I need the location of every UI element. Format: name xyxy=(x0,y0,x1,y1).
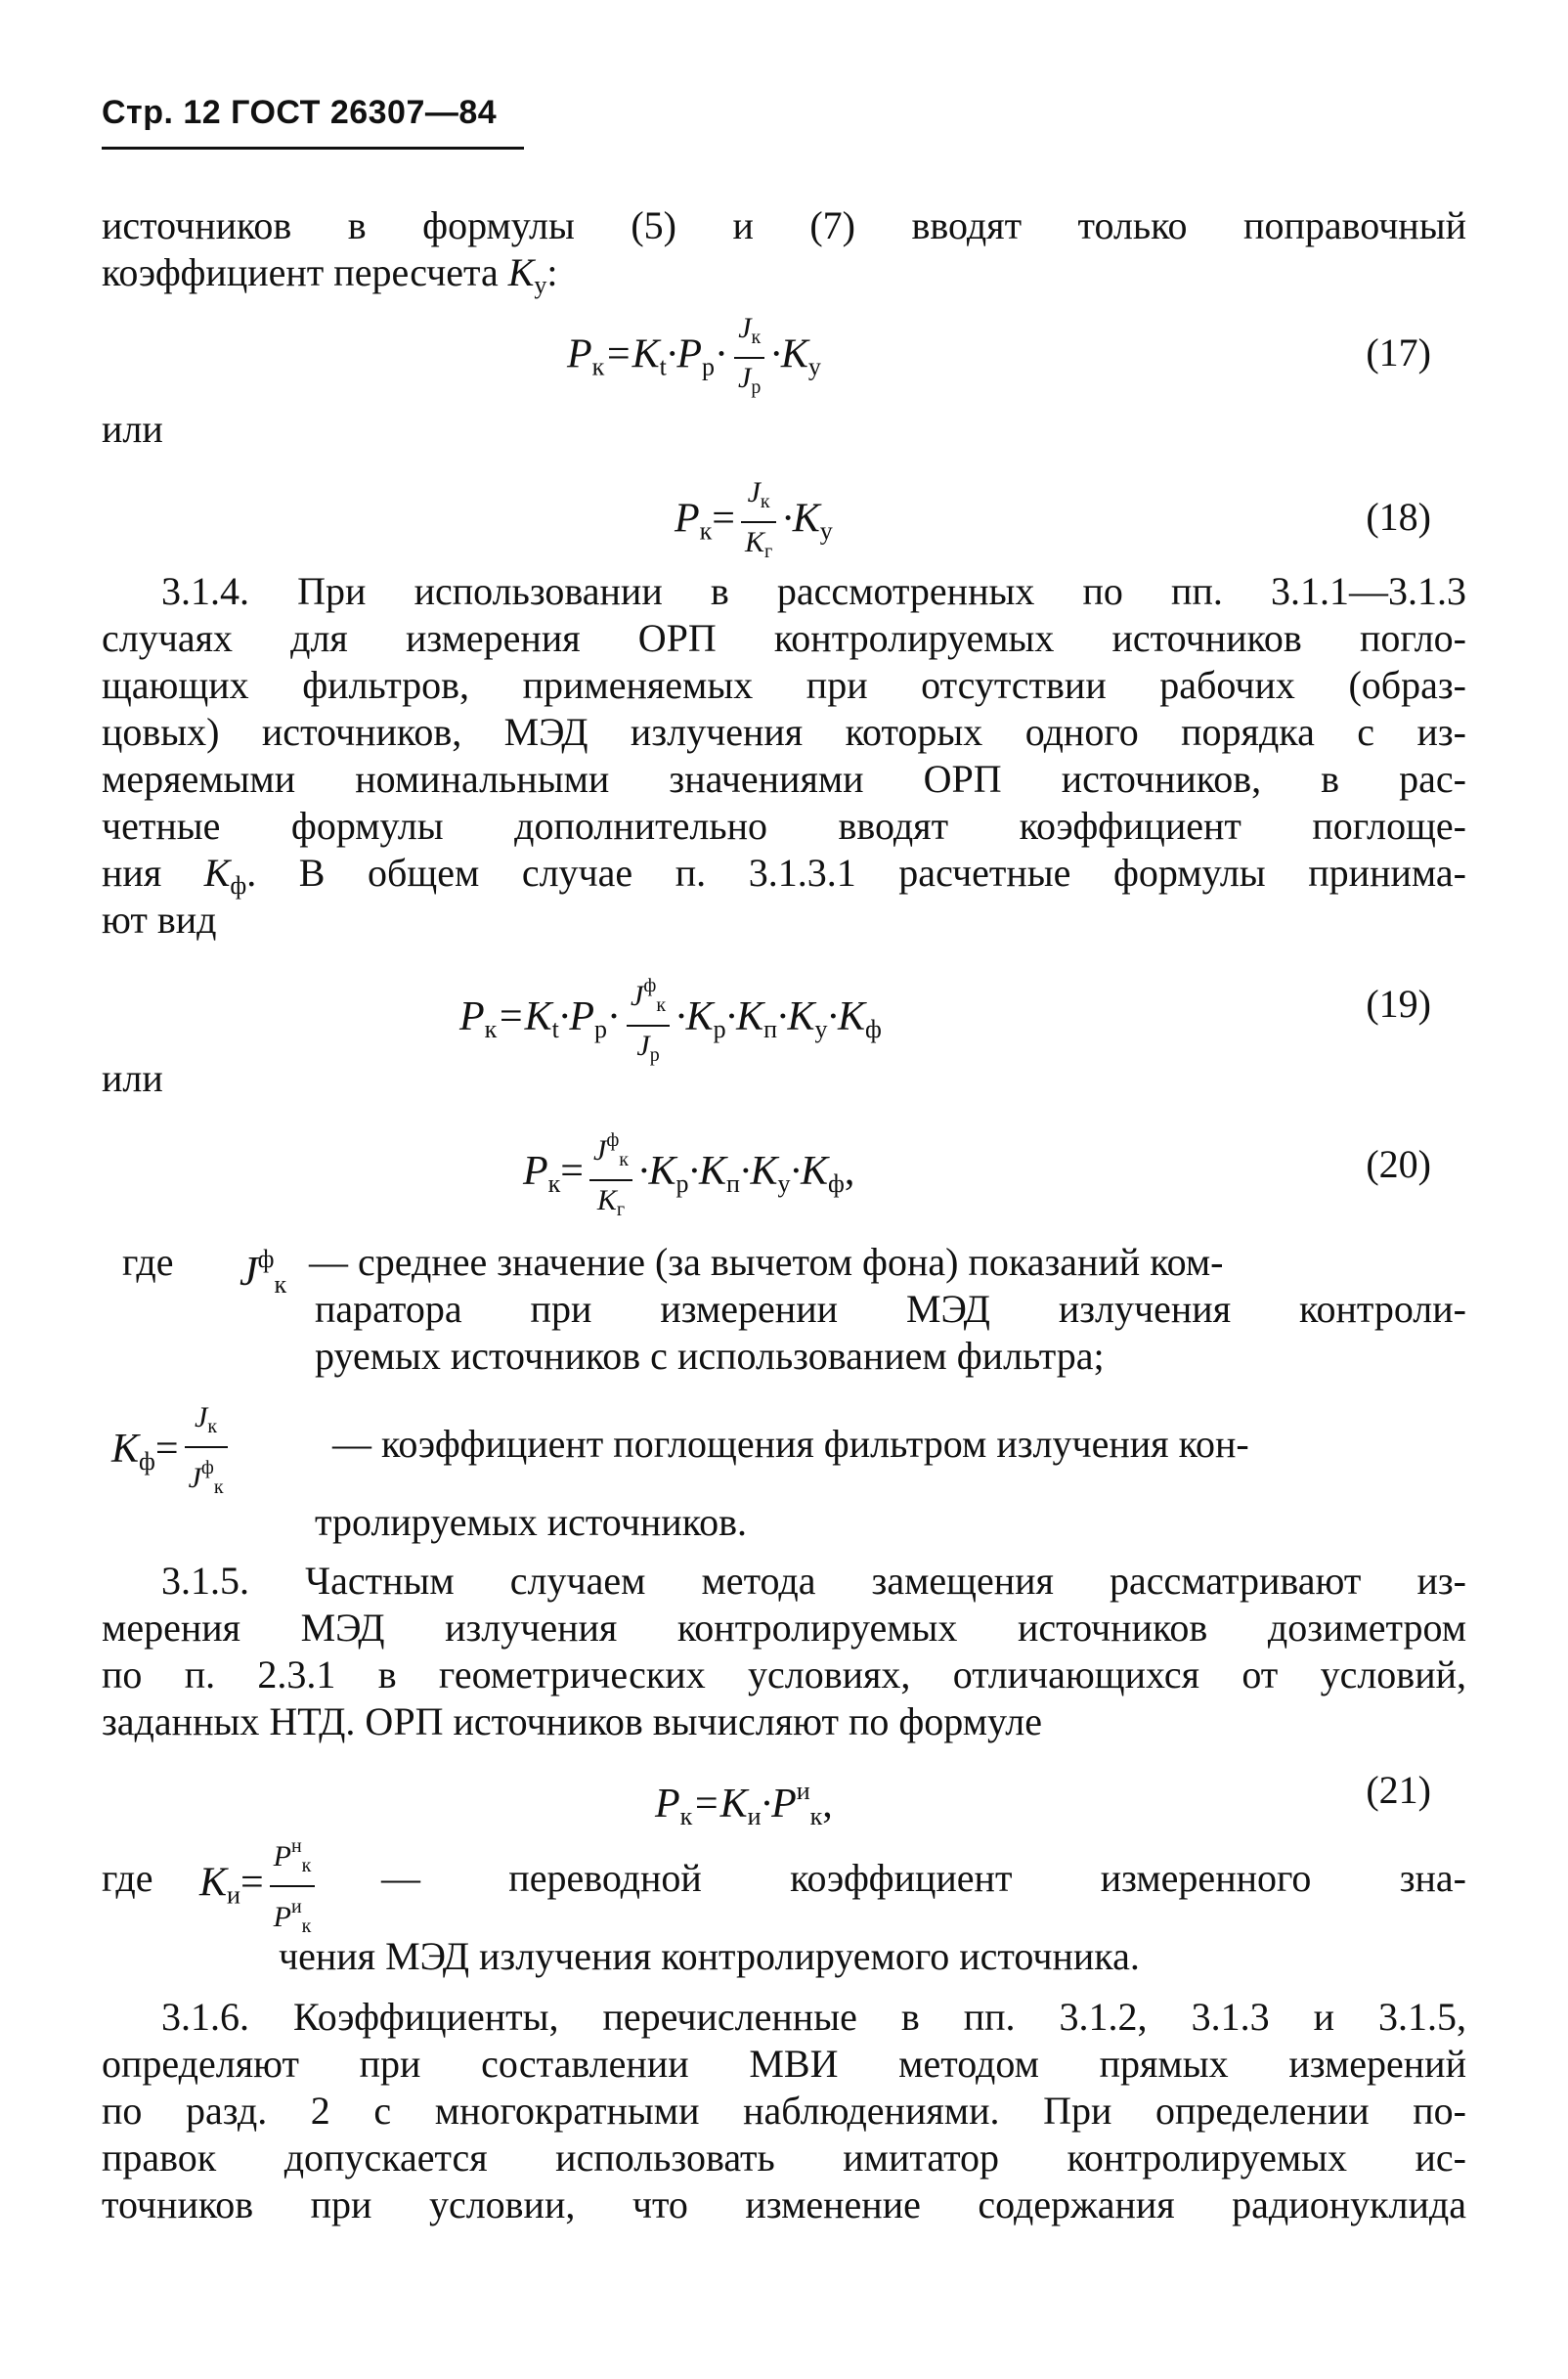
text-line: мерения МЭД излучения контролируемых источников дозиметром xyxy=(102,1606,1466,1650)
text-line: цовых) источников, МЭД излучения которых одного порядка с из- xyxy=(102,710,1466,754)
text-line: четные формулы дополнительно вводят коэффициент поглоще- xyxy=(102,804,1466,848)
text-line: 3.1.6. Коэффициенты, перечисленные в пп. 3.1.2, 3.1.3 и 3.1.5, xyxy=(161,1995,1466,2039)
fraction: $\frac{J_к}{J_р}$ xyxy=(734,311,764,405)
inline-symbol: $К_у$: xyxy=(507,250,558,299)
text-line: 3.1.5. Частным случаем метода замещения рассматривают из- xyxy=(161,1559,1466,1603)
fraction: $\frac{J_к}{J^ф_к}$ xyxy=(185,1400,228,1505)
text-line: правок допускается использовать имитатор контролируемых ис- xyxy=(102,2136,1466,2180)
text-line: ния $К_ф$. В общем случае п. 3.1.3.1 расчетные формулы принима- xyxy=(102,851,1466,900)
header-rule xyxy=(102,147,524,150)
page-header: Стр. 12 ГОСТ 26307—84 xyxy=(102,94,498,131)
text-line: — коэффициент поглощения фильтром излучения кон- xyxy=(332,1422,1249,1466)
fraction: $\frac{J^ф_к}{K_г}$ xyxy=(589,1123,632,1227)
where-formula: $K_ф=$ $\frac{J_к}{J^ф_к}$ xyxy=(111,1400,234,1505)
text-line: паратора при измерении МЭД излучения контроли- xyxy=(315,1287,1466,1331)
fraction: $\frac{J^ф_к}{J_р}$ xyxy=(627,968,670,1073)
where-label: где xyxy=(122,1240,174,1284)
text-line: заданных НТД. ОРП источников вычисляют по формуле xyxy=(102,1699,1042,1743)
text-line: руемых источников с использованием фильтра; xyxy=(315,1334,1105,1378)
text-line: коэффициент пересчета $К_у$: xyxy=(102,250,558,299)
equation-number: (19) xyxy=(1366,982,1431,1026)
formula-21: $P_к=K_и\cdot P^и_к$, xyxy=(655,1777,833,1830)
text-line: — среднее значение (за вычетом фона) показаний ком- xyxy=(309,1240,1224,1284)
text-line: щающих фильтров, применяемых при отсутствии рабочих (образ- xyxy=(102,663,1466,707)
equation-number: (21) xyxy=(1366,1768,1431,1812)
where-formula: $K_и=$ $\frac{P^н_к}{P^и_к}$ xyxy=(199,1828,321,1944)
text-line: — переводной коэффициент измеренного зна- xyxy=(381,1856,1466,1900)
text-line: определяют при составлении МВИ методом прямых измерений xyxy=(102,2042,1466,2086)
formula-20: $P_к=$ $\frac{J^ф_к}{K_г}$ $\cdot K_р\cdot K_п\cdot K_у\cdot K_ф$, xyxy=(523,1123,854,1227)
equation-number: (17) xyxy=(1366,330,1431,374)
text-line: тролируемых источников. xyxy=(315,1500,747,1544)
fraction: $\frac{P^н_к}{P^и_к}$ xyxy=(270,1828,316,1944)
formula-19: $P_к=K_t\cdot P_р\cdot$ $\frac{J^ф_к}{J_р}$ $\cdot K_р\cdot K_п\cdot K_у\cdot K_ф$ xyxy=(459,968,882,1073)
text-line: по разд. 2 с многократными наблюдениями. При определении по- xyxy=(102,2089,1466,2133)
fraction: $\frac{J_к}{K_г}$ xyxy=(741,475,776,569)
text-line: чения МЭД излучения контролируемого источника. xyxy=(279,1934,1140,1978)
text-line: 3.1.4. При использовании в рассмотренных по пп. 3.1.1—3.1.3 xyxy=(161,569,1466,613)
equation-number: (18) xyxy=(1366,495,1431,539)
text-line: ют вид xyxy=(102,898,217,942)
text-line: или xyxy=(102,407,163,451)
where-symbol: $J^ф_к$ xyxy=(240,1245,287,1299)
equation-number: (20) xyxy=(1366,1142,1431,1186)
formula-18: $P_к=$ $\frac{J_к}{K_г}$ $\cdot K_у$ xyxy=(675,475,833,569)
text-line: или xyxy=(102,1056,163,1100)
text-line: источников в формулы (5) и (7) вводят только поправочный xyxy=(102,203,1466,247)
text-line: точников при условии, что изменение содержания радионуклида xyxy=(102,2182,1466,2226)
text-line: по п. 2.3.1 в геометрических условиях, отличающихся от условий, xyxy=(102,1652,1466,1696)
inline-symbol: $К_ф$ xyxy=(203,851,247,900)
text-line: меряемыми номинальными значениями ОРП источников, в рас- xyxy=(102,757,1466,801)
formula-17: $P_к=K_t\cdot P_р\cdot$ $\frac{J_к}{J_р}$ $\cdot K_у$ xyxy=(567,311,821,405)
text-line: случаях для измерения ОРП контролируемых источников погло- xyxy=(102,616,1466,660)
where-label: где xyxy=(102,1856,153,1900)
